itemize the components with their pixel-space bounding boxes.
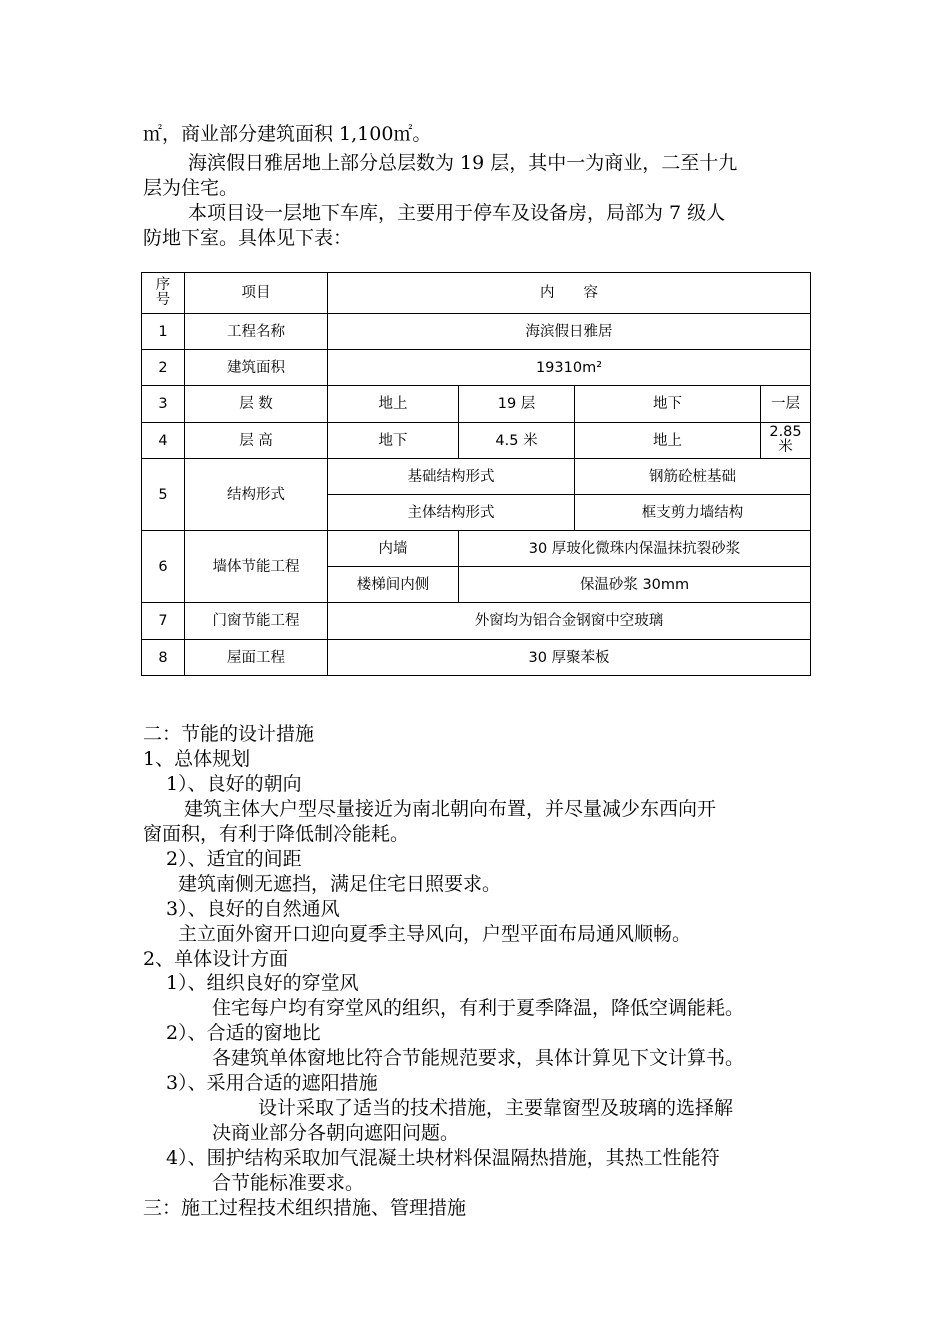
row-cell: 钢筋砼桩基础 xyxy=(575,459,811,495)
body-text: 设计采取了适当的技术措施，主要靠窗型及玻璃的选择解 xyxy=(258,1097,734,1119)
intro-line-3: 层为住宅。 xyxy=(143,177,239,199)
row-no: 1 xyxy=(142,314,185,350)
body-text: 主立面外窗开口迎向夏季主导风向，户型平面布局通风顺畅。 xyxy=(178,923,692,945)
row-item: 层 高 xyxy=(185,423,328,459)
row-value: 19310m² xyxy=(328,350,811,386)
project-info-table xyxy=(141,272,811,676)
row-item: 建筑面积 xyxy=(185,350,328,386)
table-row xyxy=(142,386,811,423)
item-heading: 2）、适宜的间距 xyxy=(166,848,302,870)
row-item: 屋面工程 xyxy=(185,640,328,676)
body-text: 各建筑单体窗地比符合节能规范要求，具体计算见下文计算书。 xyxy=(212,1047,745,1069)
row-item: 层 数 xyxy=(185,386,328,423)
row-cell: 一层 xyxy=(761,386,811,423)
item-heading: 4）、围护结构采取加气混凝土块材料保温隔热措施，其热工性能符 xyxy=(166,1147,720,1169)
section-2-heading: 二：节能的设计措施 xyxy=(143,723,315,745)
header-no: 序 号 xyxy=(142,273,185,314)
table-row xyxy=(142,531,811,567)
row-item: 门窗节能工程 xyxy=(185,603,328,640)
row-cell: 地上 xyxy=(575,423,761,459)
row-cell: 地上 xyxy=(328,386,459,423)
row-cell: 框支剪力墙结构 xyxy=(575,495,811,531)
body-text: 窗面积，有利于降低制冷能耗。 xyxy=(143,823,410,845)
row-cell: 保温砂浆 30mm xyxy=(459,567,811,603)
row-no: 5 xyxy=(142,459,185,531)
row-cell: 主体结构形式 xyxy=(328,495,575,531)
subsection-heading: 2、单体设计方面 xyxy=(143,948,289,970)
row-no: 7 xyxy=(142,603,185,640)
intro-line-4: 本项目设一层地下车库，主要用于停车及设备房，局部为 7 级人 xyxy=(188,202,726,224)
row-cell: 基础结构形式 xyxy=(328,459,575,495)
table-row xyxy=(142,640,811,676)
row-value: 海滨假日雅居 xyxy=(328,314,811,350)
intro-line-2: 海滨假日雅居地上部分总层数为 19 层，其中一为商业，二至十九 xyxy=(188,152,738,174)
row-no: 4 xyxy=(142,423,185,459)
row-cell: 4.5 米 xyxy=(459,423,575,459)
table-header-row xyxy=(142,273,811,314)
row-cell: 楼梯间内侧 xyxy=(328,567,459,603)
table-row xyxy=(142,350,811,386)
table-row xyxy=(142,423,811,459)
body-text: 建筑南侧无遮挡，满足住宅日照要求。 xyxy=(178,873,502,895)
row-item: 结构形式 xyxy=(185,459,328,531)
row-cell: 30 厚玻化微珠内保温抹抗裂砂浆 xyxy=(459,531,811,567)
row-value: 30 厚聚苯板 xyxy=(328,640,811,676)
item-heading: 3）、采用合适的遮阳措施 xyxy=(166,1072,378,1094)
body-text: 决商业部分各朝向遮阳问题。 xyxy=(212,1122,460,1144)
body-text: 建筑主体大户型尽量接近为南北朝向布置，并尽量减少东西向开 xyxy=(184,798,717,820)
body-text: 合节能标准要求。 xyxy=(212,1172,365,1194)
row-cell: 地下 xyxy=(328,423,459,459)
section-3-heading: 三：施工过程技术组织措施、管理措施 xyxy=(143,1197,467,1219)
body-text: 住宅每户均有穿堂风的组织，有利于夏季降温，降低空调能耗。 xyxy=(212,997,745,1019)
row-no: 6 xyxy=(142,531,185,603)
row-cell: 地下 xyxy=(575,386,761,423)
table-row xyxy=(142,314,811,350)
row-value: 外窗均为铝合金钢窗中空玻璃 xyxy=(328,603,811,640)
row-cell: 19 层 xyxy=(459,386,575,423)
row-no: 3 xyxy=(142,386,185,423)
subsection-heading: 1、总体规划 xyxy=(143,748,251,770)
header-content: 内 容 xyxy=(328,273,811,314)
row-cell: 2.85 米 xyxy=(761,423,811,459)
row-item: 墙体节能工程 xyxy=(185,531,328,603)
header-item: 项目 xyxy=(185,273,328,314)
item-heading: 1）、良好的朝向 xyxy=(166,773,302,795)
item-heading: 2）、合适的窗地比 xyxy=(166,1022,321,1044)
item-heading: 3）、良好的自然通风 xyxy=(166,898,340,920)
intro-line-1: ㎡，商业部分建筑面积 1,100㎡。 xyxy=(143,123,432,145)
row-cell: 内墙 xyxy=(328,531,459,567)
table-row xyxy=(142,603,811,640)
intro-line-5: 防地下室。具体见下表： xyxy=(143,227,353,249)
row-item: 工程名称 xyxy=(185,314,328,350)
row-no: 2 xyxy=(142,350,185,386)
item-heading: 1）、组织良好的穿堂风 xyxy=(166,972,359,994)
table-row xyxy=(142,459,811,495)
row-no: 8 xyxy=(142,640,185,676)
